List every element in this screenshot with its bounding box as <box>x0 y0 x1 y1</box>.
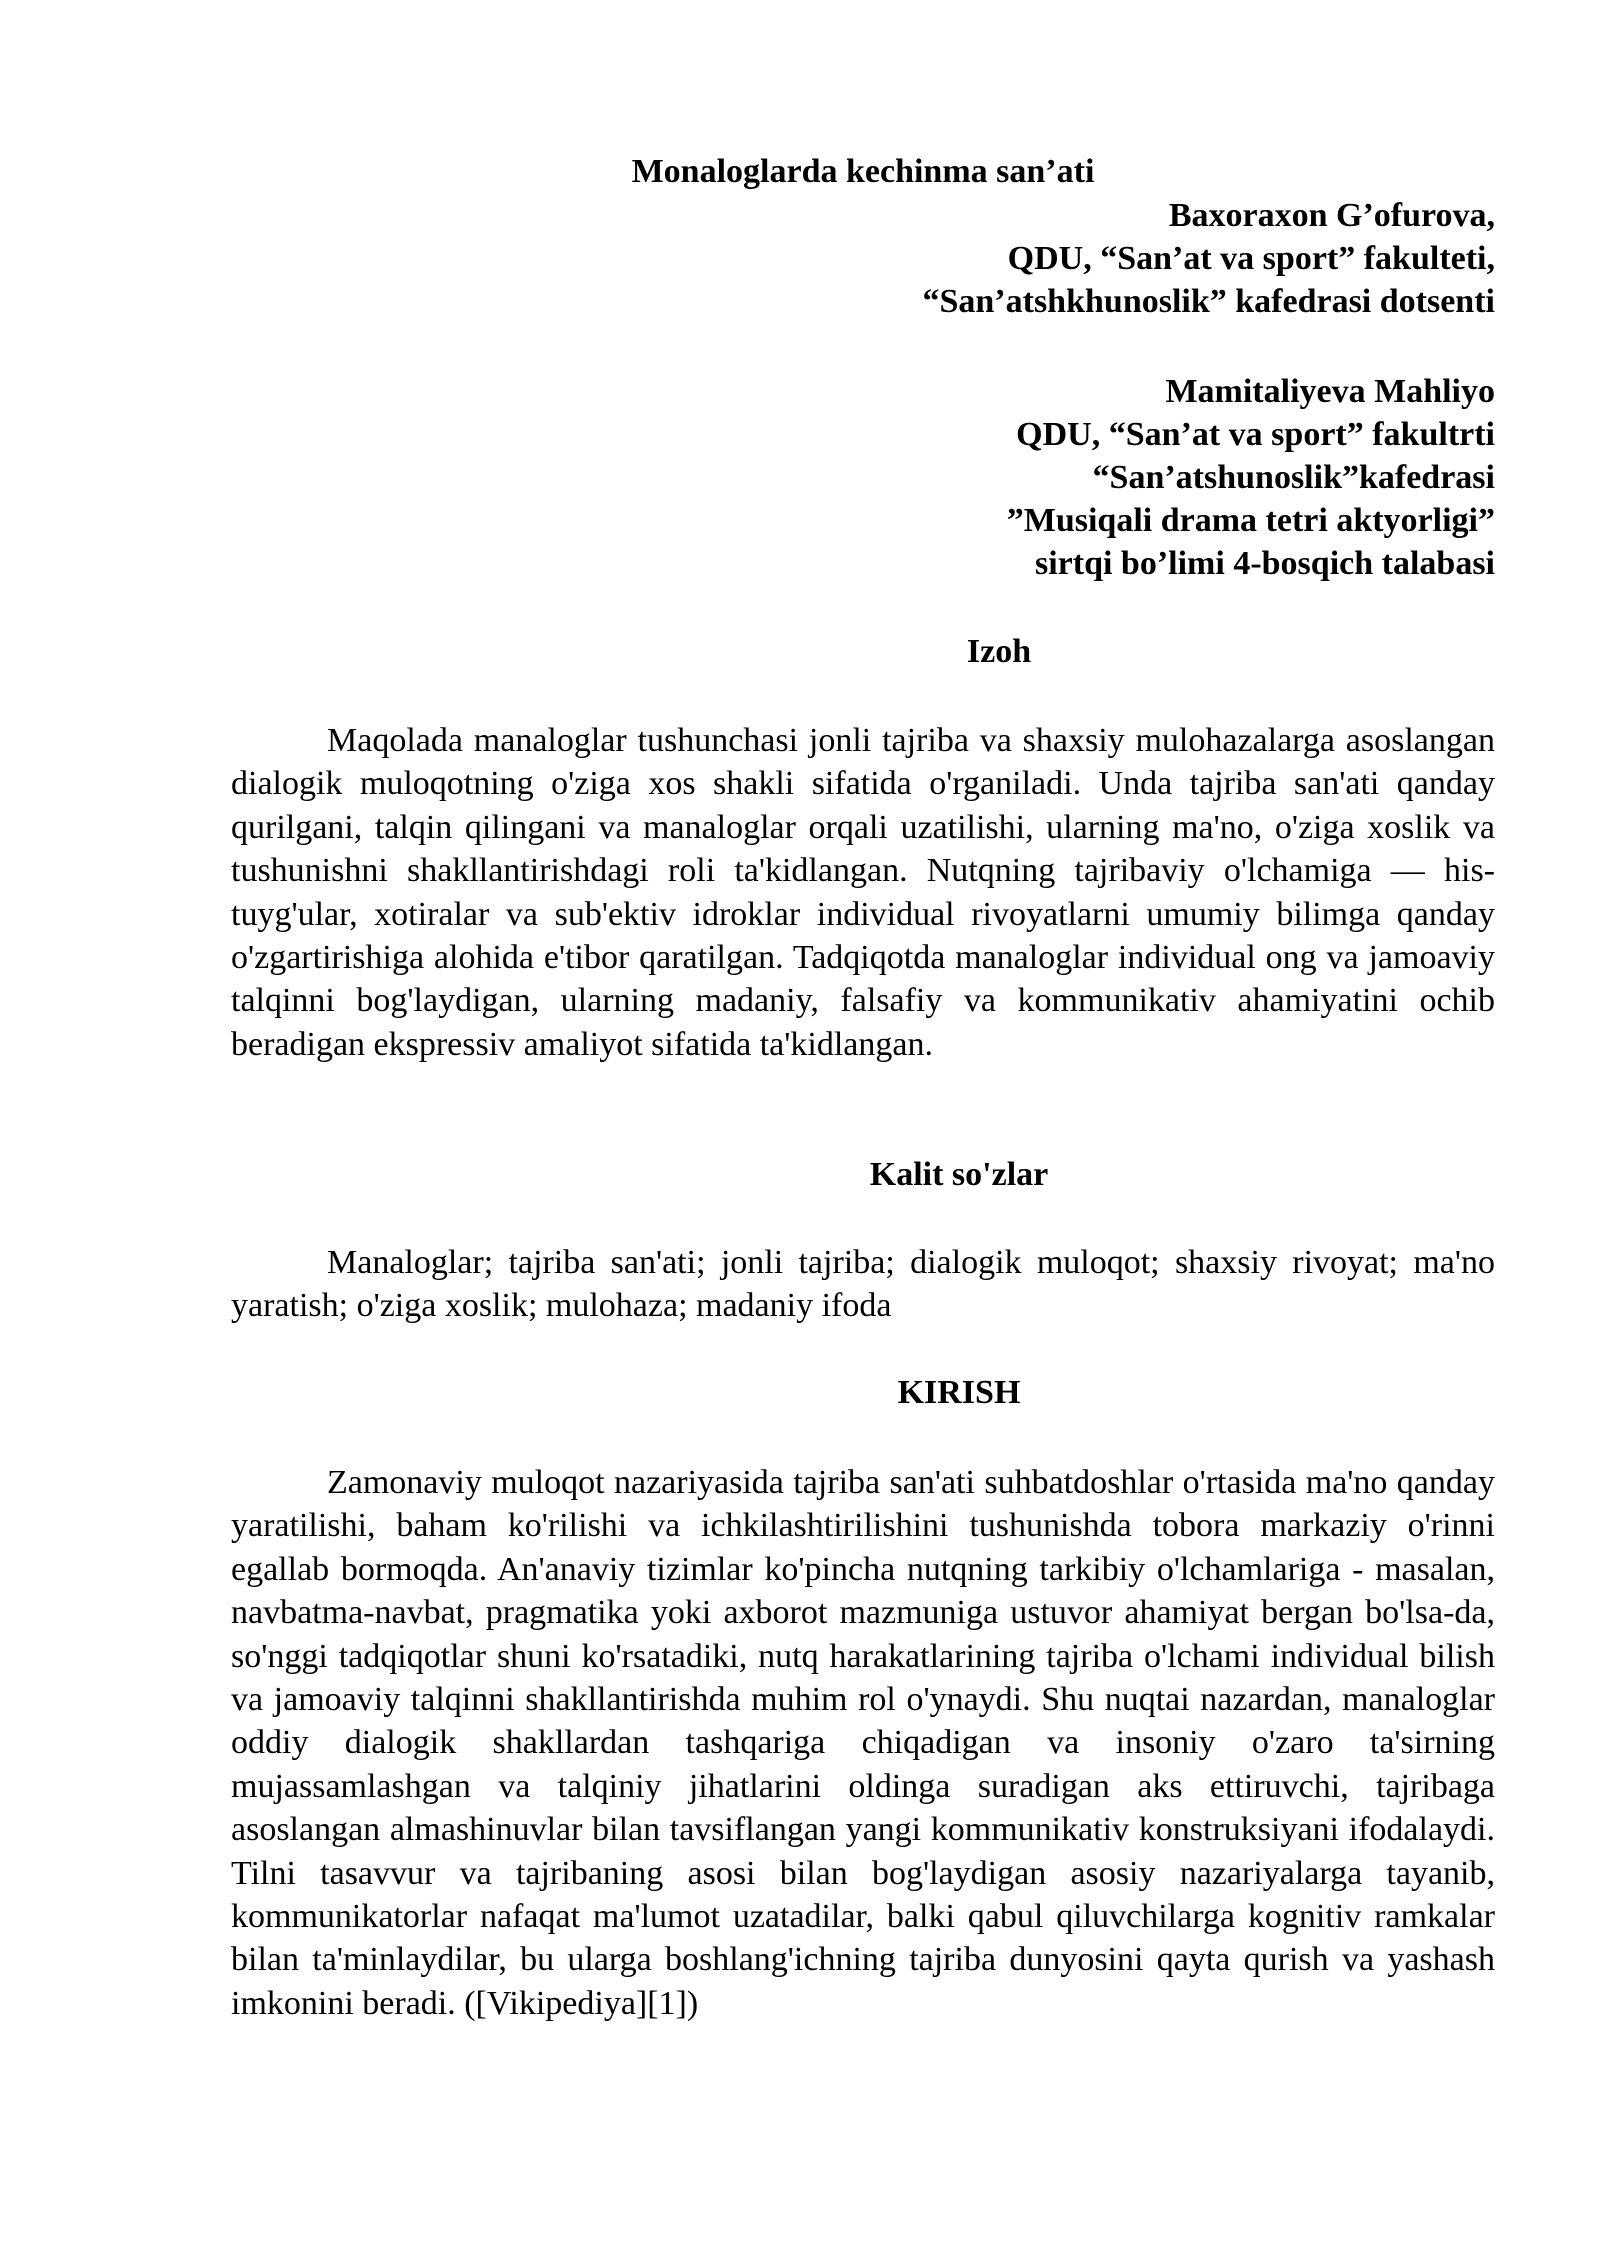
author-block-1 <box>922 194 1495 323</box>
keywords-paragraph: Manaloglar; tajriba san'ati; jonli tajriba; dialogik muloqot; shaxsiy rivoyat; ma'no yaratish; o'ziga xoslik; mulohaza; madaniy ifoda <box>231 1244 1495 1325</box>
author-position: “San’atshkhunoslik” kafedrasi dotsenti <box>922 283 1495 320</box>
author-program: ”Musiqali drama tetri aktyorligi” <box>1006 502 1495 539</box>
author-affiliation: QDU, “San’at va sport” fakultrti <box>1016 416 1495 453</box>
article-title: Monaloglarda kechinma san’ati <box>631 153 1095 190</box>
author-position: sirtqi bo’limi 4-bosqich talabasi <box>1034 545 1495 582</box>
section-heading-izoh: Izoh <box>966 633 1032 670</box>
section-heading-keywords: Kalit so'zlar <box>869 1156 1049 1193</box>
author-name: Baxoraxon G’ofurova, <box>1168 197 1495 234</box>
author-name: Mamitaliyeva Mahliyo <box>1165 373 1495 410</box>
introduction-paragraph: Zamonaviy muloqot nazariyasida tajriba san'ati suhbatdoshlar o'rtasida ma'no qanday yaratilishi, baham ko'rilishi va ichkilashtirilishini tushunishda tobora markaziy o'rinni egallab bormoqda. An'anaviy tizimlar ko'pincha nutqning tarkibiy o'lchamlariga - masalan, navbatma-navbat, pragmatika yoki axborot mazmuniga ustuvor ahamiyat bergan bo'lsa-da, so'nggi tadqiqotlar shuni ko'rsatadiki, nutq harakatlarining tajriba o'lchami individual bilish va jamoaviy talqinni shakllantirishda muhim rol o'ynaydi. Shu nuqtai nazardan, manaloglar oddiy dialogik shakllardan tashqariga chiqadigan va insoniy o'zaro ta'sirning mujassamlashgan va talqiniy jihatlarini oldinga suradigan aks ettiruvchi, tajribaga asoslangan almashinuvlar bilan tavsiflangan yangi kommunikativ konstruksiyani ifodalaydi. Tilni tasavvur va tajribaning asosi bilan bog'laydigan asosiy nazariyalarga tayanib, kommunikatorlar nafaqat ma'lumot uzatadilar, balki qabul qiluvchilarga kognitiv ramkalar bilan ta'minlaydilar, bu ularga boshlang'ichning tajriba dunyosini qayta qurish va yashash imkonini beradi. ([Vikipediya][1]) <box>231 1464 1495 2022</box>
section-heading-introduction: KIRISH <box>897 1374 1021 1411</box>
author-block-2 <box>1007 370 1495 585</box>
abstract-paragraph: Maqolada manaloglar tushunchasi jonli tajriba va shaxsiy mulohazalarga asoslangan dialogik muloqotning o'ziga xos shakli sifatida o'rganiladi. Unda tajriba san'ati qanday qurilgani, talqin qilingani va manaloglar orqali uzatilishi, ularning ma'no, o'ziga xoslik va tushunishni shakllantirishdagi roli ta'kidlangan. Nutqning tajribaviy o'lchamiga — his-tuyg'ular, xotiralar va sub'ektiv idroklar individual rivoyatlarni umumiy bilimga qanday o'zgartirishiga alohida e'tibor qaratilgan. Tadqiqotda manaloglar individual ong va jamoaviy talqinni bog'laydigan, ularning madaniy, falsafiy va kommunikativ ahamiyatini ochib beradigan ekspressiv amaliyot sifatida ta'kidlangan. <box>231 722 1495 1063</box>
author-department: “San’atshunoslik”kafedrasi <box>1092 459 1495 496</box>
author-affiliation: QDU, “San’at va sport” fakulteti, <box>1007 240 1495 277</box>
